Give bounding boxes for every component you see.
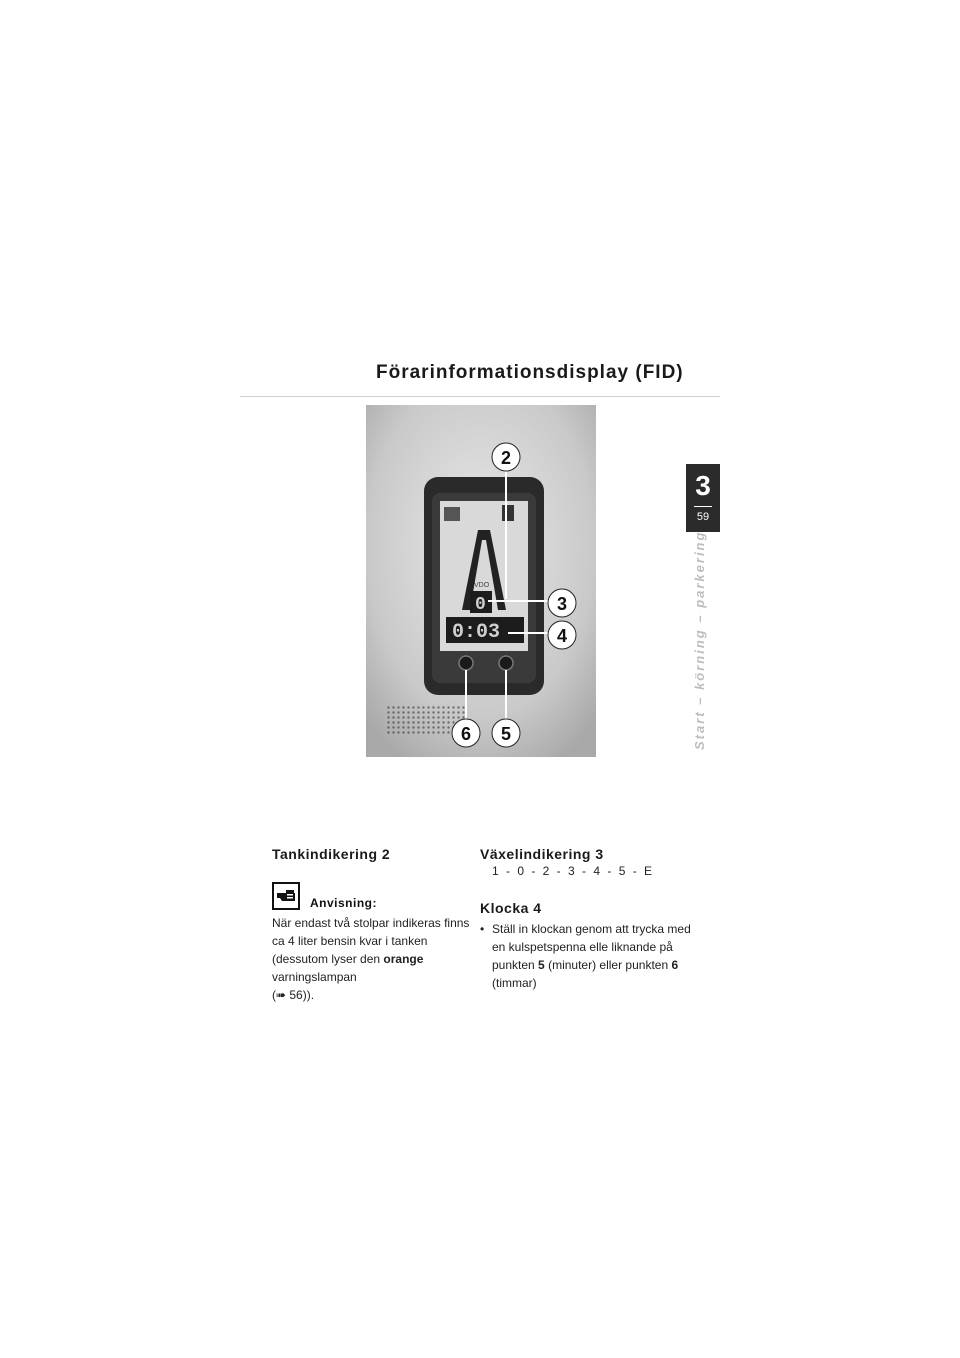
note-label: Anvisning: xyxy=(310,896,377,910)
tank-heading: Tankindikering 2 xyxy=(272,846,391,862)
svg-text:2: 2 xyxy=(500,448,512,468)
fid-display-photo xyxy=(366,405,596,757)
note-text-orange: orange xyxy=(383,952,424,966)
svg-text:4: 4 xyxy=(556,626,568,646)
gear-clock-section xyxy=(480,846,700,992)
gear-heading: Växelindikering 3 xyxy=(480,846,604,862)
clock-digits: 0:03 xyxy=(452,621,501,644)
point-minutes: 5 xyxy=(538,958,545,972)
clock-text-part-2: (minuter) eller punkten xyxy=(548,958,669,972)
callout-2 xyxy=(492,443,520,471)
note-text-part-1: När endast två stolpar indikeras finns ca 4 liter bensin kvar i tanken (dessutom lyser den xyxy=(272,916,470,966)
note-text-reference: (➠ 56)). xyxy=(272,988,315,1002)
note-text-part-2: varningslampan xyxy=(272,970,357,984)
hour-set-button xyxy=(459,656,473,670)
svg-text:3: 3 xyxy=(556,594,568,614)
clock-heading: Klocka 4 xyxy=(480,900,542,916)
chapter-divider xyxy=(694,506,712,507)
callout-4 xyxy=(548,621,576,649)
clock-text-part-1: Ställ in klockan genom att trycka med en kulspetspenna elle liknande på punkten xyxy=(492,922,691,972)
gear-digit: 0 xyxy=(475,595,486,615)
gear-sequence: 1 - 0 - 2 - 3 - 4 - 5 - E xyxy=(492,864,655,878)
svg-text:5: 5 xyxy=(500,724,512,744)
fuel-pump-icon xyxy=(502,505,514,521)
title-divider xyxy=(240,396,720,397)
chapter-number: 3 xyxy=(695,470,711,501)
note-hand-icon xyxy=(272,882,300,910)
callout-6 xyxy=(452,719,480,747)
callout-5 xyxy=(492,719,520,747)
clock-instruction xyxy=(480,920,700,992)
bullet: • xyxy=(480,922,485,936)
page-number: 59 xyxy=(696,511,710,523)
note-row xyxy=(272,882,472,914)
clock-text-part-3: (timmar) xyxy=(492,976,537,990)
tank-section xyxy=(272,846,472,1004)
chapter-tab xyxy=(686,464,720,532)
side-section-label: Start – körning – parkering xyxy=(692,530,707,750)
svg-text:6: 6 xyxy=(460,724,472,744)
minute-set-button xyxy=(499,656,513,670)
vdo-logo: VDO xyxy=(474,582,490,589)
oil-warning-icon xyxy=(444,507,460,521)
callout-3 xyxy=(548,589,576,617)
point-hours: 6 xyxy=(671,958,679,972)
page-title: Förarinformationsdisplay (FID) xyxy=(376,362,684,383)
note-text xyxy=(272,914,472,1004)
